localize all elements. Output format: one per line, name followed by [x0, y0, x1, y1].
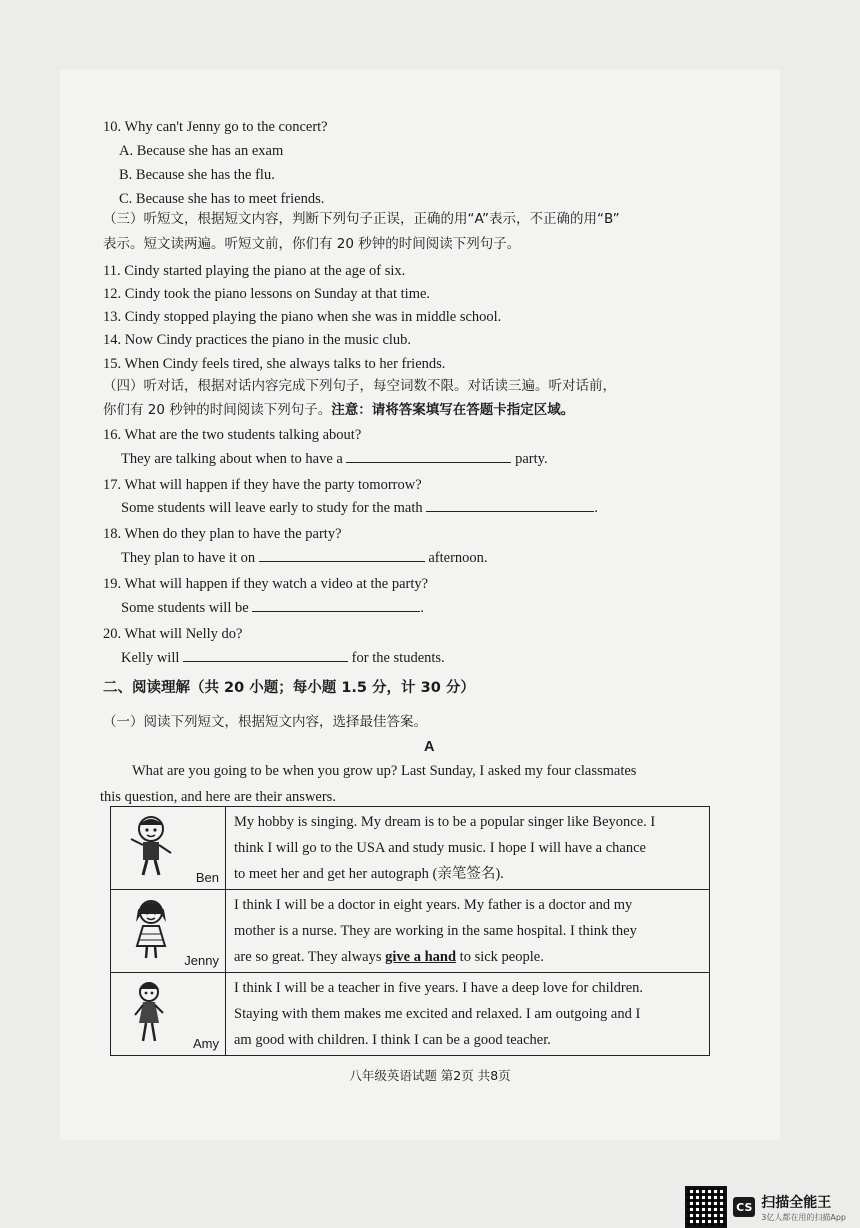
answer-19 — [121, 598, 424, 618]
passage-intro-1: What are you going to be when you grow up? Last Sunday, I asked my four classmates — [132, 763, 637, 779]
profile-name: Amy — [193, 1036, 219, 1051]
profile-line: to meet her and get her autograph (亲笔签名). — [234, 866, 504, 882]
profile-line: I think I will be a teacher in five years. I have a deep love for children. — [234, 980, 644, 996]
table-row — [111, 807, 710, 890]
section4-instruction-plain: 你们有 20 秒钟的时间阅读下列句子。 — [103, 402, 332, 418]
scanner-watermark — [685, 1186, 846, 1228]
answer-20-prefix: Kelly will — [121, 650, 180, 666]
option-10-c: C. Because she has to meet friends. — [119, 191, 325, 207]
profile-line — [234, 944, 701, 970]
profile-line: am good with children. I think I can be a good teacher. — [234, 1032, 551, 1048]
avatar — [111, 807, 226, 890]
answer-16 — [121, 449, 548, 469]
question-19: 19. What will happen if they watch a video at the party? — [103, 576, 429, 592]
profile-line-prefix: are so great. They always — [234, 949, 386, 965]
answer-16-blank[interactable] — [346, 449, 511, 463]
section4-instruction-2 — [103, 400, 574, 420]
question-17: 17. What will happen if they have the party tomorrow? — [103, 477, 422, 493]
avatar — [111, 890, 226, 973]
watermark-title: 扫描全能王 — [761, 1194, 832, 1211]
profile-line: My hobby is singing. My dream is to be a popular singer like Beyonce. I — [234, 814, 656, 830]
passage-intro-2: this question, and here are their answers. — [100, 789, 336, 805]
profile-name: Jenny — [184, 953, 219, 968]
answer-20-suffix: for the students. — [351, 650, 445, 666]
page-footer: 八年级英语试题 第2页 共8页 — [349, 1068, 511, 1083]
qr-code-icon — [685, 1186, 727, 1228]
answer-17-prefix: Some students will leave early to study for the math — [121, 500, 423, 516]
answer-17-suffix: . — [594, 500, 598, 516]
section4-instruction-note: 注意：请将答案填写在答题卡指定区域。 — [331, 402, 575, 418]
part2-heading: 二、阅读理解（共 20 小题；每小题 1.5 分，计 30 分） — [103, 680, 475, 696]
answer-19-blank[interactable] — [252, 598, 420, 612]
girl-figure-icon — [121, 896, 181, 960]
question-10: 10. Why can't Jenny go to the concert? — [103, 119, 328, 135]
answer-18-suffix: afternoon. — [428, 550, 488, 566]
question-20: 20. What will Nelly do? — [103, 626, 243, 642]
profile-text — [226, 890, 710, 973]
answer-16-suffix: party. — [515, 451, 548, 467]
answer-20 — [121, 648, 445, 668]
boy-figure-icon — [121, 813, 181, 877]
profile-text — [226, 973, 710, 1056]
option-10-a: A. Because she has an exam — [119, 143, 284, 159]
watermark-subtitle: 3亿人都在用的扫描App — [761, 1212, 846, 1222]
statement-15: 15. When Cindy feels tired, she always talks to her friends. — [103, 356, 446, 372]
answer-20-blank[interactable] — [183, 648, 348, 662]
statement-12: 12. Cindy took the piano lessons on Sunday at that time. — [103, 286, 431, 302]
answer-16-prefix: They are talking about when to have a — [121, 451, 343, 467]
profiles-table — [110, 806, 710, 1056]
profile-line: think I will go to the USA and study music. I hope I will have a chance — [234, 840, 646, 856]
answer-18 — [121, 548, 488, 568]
table-row — [111, 890, 710, 973]
section4-instruction-1: （四）听对话，根据对话内容完成下列句子，每空词数不限。对话读三遍。听对话前， — [103, 378, 616, 394]
avatar — [111, 973, 226, 1056]
underlined-phrase: give a hand — [385, 949, 457, 965]
question-18: 18. When do they plan to have the party? — [103, 526, 342, 542]
profile-text — [226, 807, 710, 890]
section3-instruction-2: 表示。短文读两遍。听短文前，你们有 20 秒钟的时间阅读下列句子。 — [103, 236, 521, 252]
profile-line: Staying with them makes me excited and relaxed. I am outgoing and I — [234, 1006, 641, 1022]
girl-figure-icon — [121, 979, 181, 1043]
profile-name: Ben — [195, 870, 219, 885]
option-10-b: B. Because she has the flu. — [119, 167, 275, 183]
table-row — [111, 973, 710, 1056]
statement-13: 13. Cindy stopped playing the piano when she was in middle school. — [103, 309, 502, 325]
question-16: 16. What are the two students talking about? — [103, 427, 362, 443]
section3-instruction-1: （三）听短文，根据短文内容，判断下列句子正误，正确的用“A”表示，不正确的用“B” — [103, 211, 620, 227]
answer-19-suffix: . — [420, 600, 424, 616]
passage-label: A — [424, 739, 435, 755]
profile-line-suffix: to sick people. — [456, 949, 544, 965]
statement-14: 14. Now Cindy practices the piano in the music club. — [103, 332, 412, 348]
camscanner-logo-icon: CS — [733, 1197, 755, 1217]
watermark-text — [761, 1192, 846, 1223]
statement-11: 11. Cindy started playing the piano at the age of six. — [103, 263, 406, 279]
part2-subheading: （一）阅读下列短文，根据短文内容，选择最佳答案。 — [103, 714, 427, 730]
answer-18-prefix: They plan to have it on — [121, 550, 256, 566]
profile-line: mother is a nurse. They are working in the same hospital. I think they — [234, 923, 637, 939]
answer-17 — [121, 498, 598, 518]
answer-19-prefix: Some students will be — [121, 600, 249, 616]
profile-line: I think I will be a doctor in eight years. My father is a doctor and my — [234, 897, 633, 913]
answer-18-blank[interactable] — [259, 548, 425, 562]
answer-17-blank[interactable] — [426, 498, 594, 512]
